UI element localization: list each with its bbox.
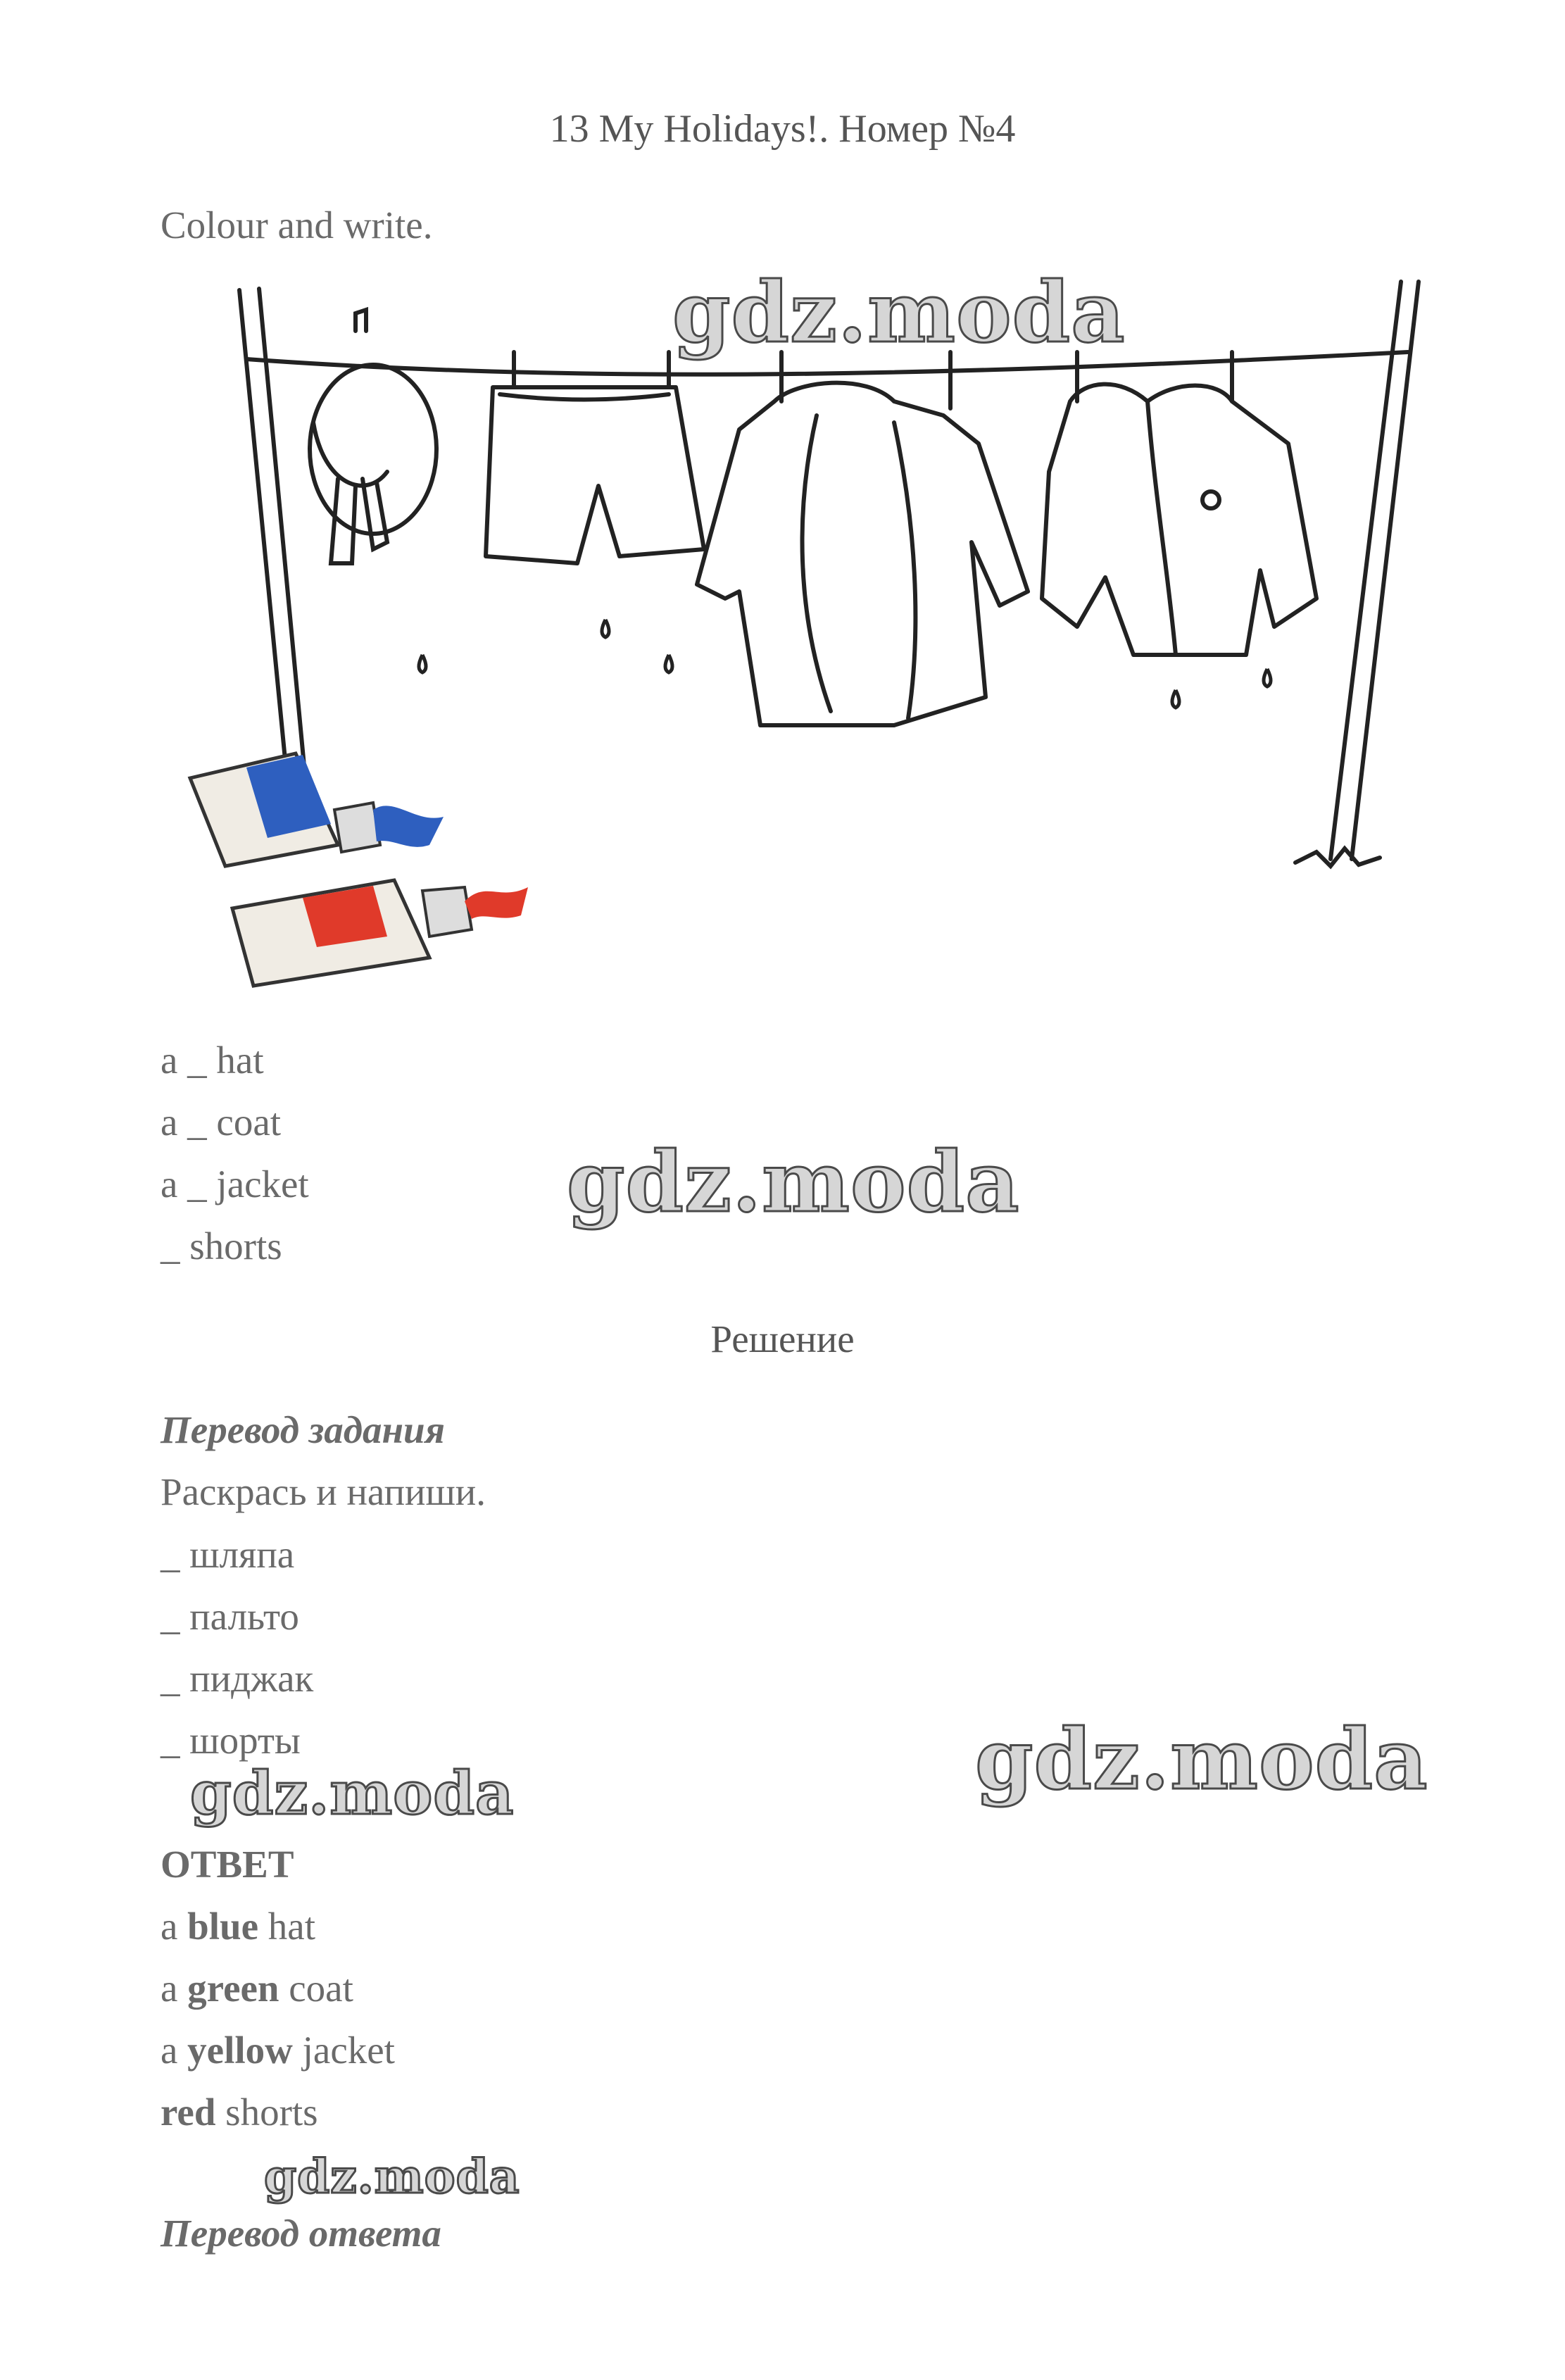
answer-prefix: a [161, 1967, 178, 2010]
clothesline-icon [239, 282, 1419, 866]
answer-heading: ОТВЕТ [161, 1843, 294, 1886]
shorts-icon [486, 352, 704, 563]
task-item: a _ hat [161, 1039, 264, 1082]
answer-color: yellow [187, 2029, 293, 2072]
hat-icon [310, 310, 436, 563]
task-item: a _ jacket [161, 1163, 309, 1205]
clothesline-illustration [162, 261, 1429, 1021]
red-paint-tube-icon [232, 880, 528, 986]
answer-color: green [187, 1967, 279, 2010]
task-item: _ shorts [161, 1225, 282, 1267]
watermark: gdz.moda [672, 263, 1126, 361]
answer-noun: jacket [302, 2029, 395, 2072]
translation-item: _ шляпа [161, 1533, 295, 1576]
task-item: a _ coat [161, 1101, 282, 1144]
translation-heading: Перевод задания [161, 1408, 445, 1451]
answer-prefix: a [161, 1905, 178, 1948]
jacket-icon [1042, 352, 1316, 655]
answer-noun: hat [268, 1905, 315, 1948]
water-drops [419, 620, 1271, 708]
answer-color: red [161, 2091, 216, 2134]
answer-prefix: a [161, 2029, 178, 2072]
page-title: 13 My Holidays!. Номер №4 [549, 107, 1016, 151]
answer-noun: shorts [225, 2091, 318, 2134]
watermark: gdz.moda [975, 1710, 1428, 1808]
coat-icon [697, 352, 1028, 725]
watermark: gdz.moda [264, 2149, 520, 2204]
answer-line [161, 1907, 315, 1946]
answer-line [161, 2029, 395, 2072]
translation-item: _ пиджак [161, 1657, 314, 1700]
task-instruction: Colour and write. [161, 203, 433, 246]
answer-noun: coat [289, 1967, 353, 2010]
answer-line [161, 1969, 353, 2008]
blue-paint-tube-icon [190, 753, 444, 866]
answer-line [161, 2091, 318, 2134]
solution-heading: Решение [710, 1317, 855, 1360]
watermark: gdz.moda [567, 1133, 1020, 1231]
answer-color: blue [187, 1905, 259, 1948]
translation-instruction: Раскрась и напиши. [161, 1470, 486, 1513]
translation-item: _ шорты [161, 1719, 301, 1762]
watermark: gdz.moda [190, 1758, 515, 1828]
translation-item: _ пальто [161, 1595, 299, 1638]
answer-translation-heading: Перевод ответа [161, 2212, 441, 2255]
